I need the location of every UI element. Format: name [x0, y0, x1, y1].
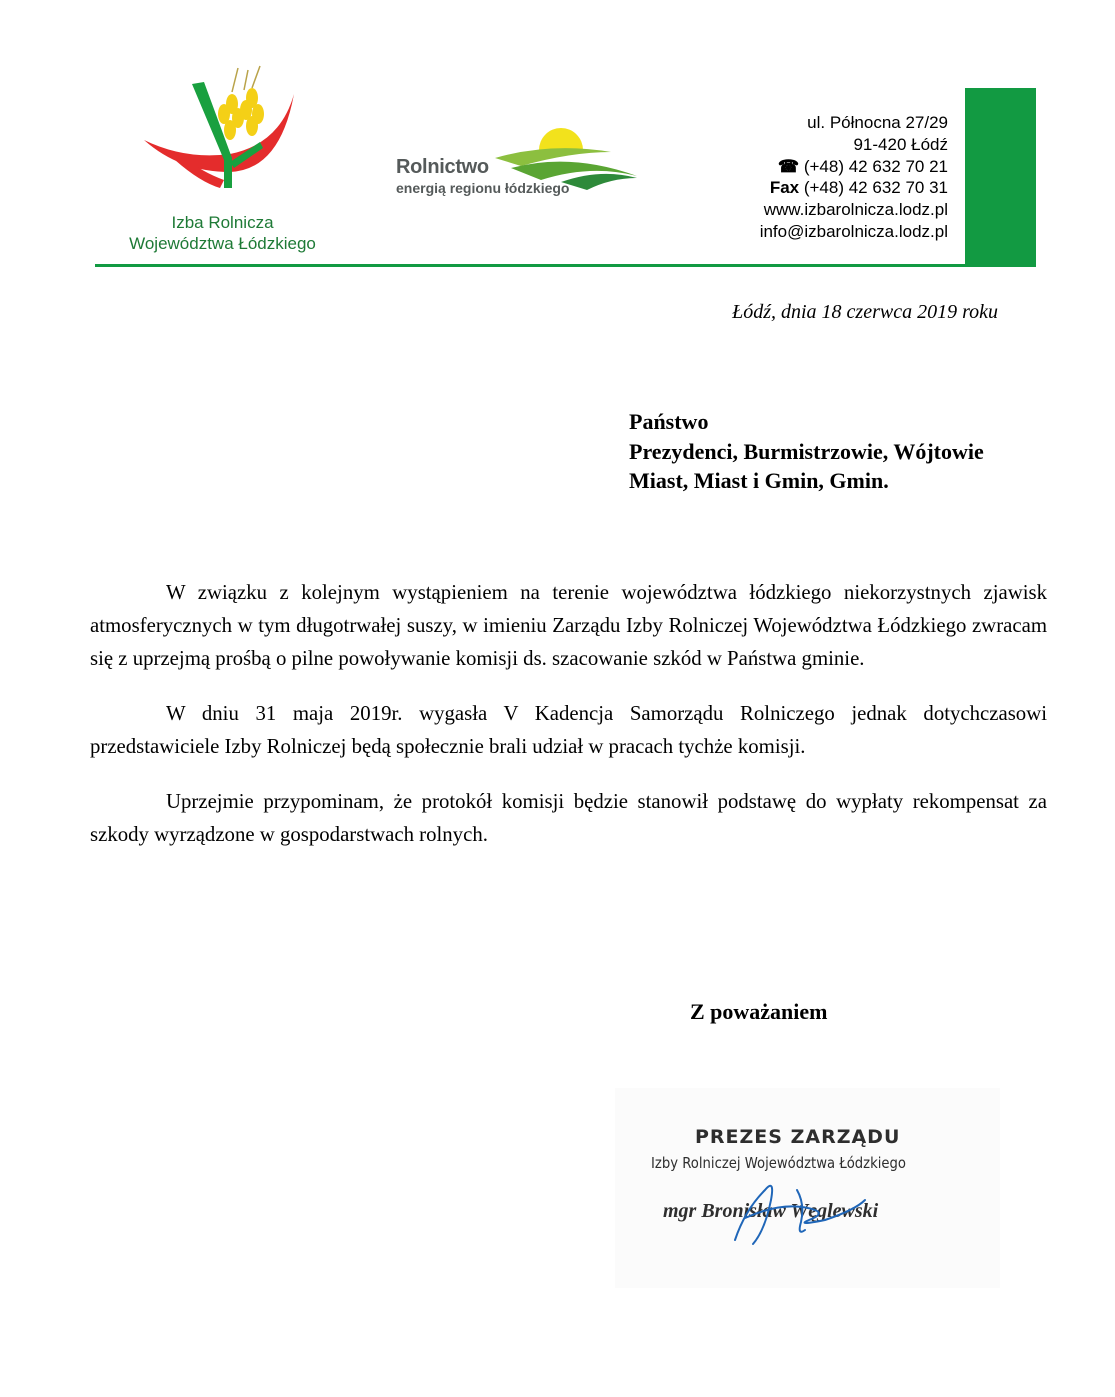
stamp-name: mgr Bronisław Węglewski: [663, 1200, 879, 1222]
partner-title: Rolnictwo: [396, 156, 489, 178]
phone-number: (+48) 42 632 70 21: [803, 156, 948, 176]
izba-rolnicza-logo: [110, 62, 335, 262]
contact-block: [760, 112, 948, 243]
letterhead-green-bar: [965, 88, 1036, 266]
recipient-block: [629, 407, 984, 496]
closing: Z poważaniem: [690, 999, 828, 1024]
recipient-line1: Państwo: [629, 409, 709, 434]
letter-body: [90, 576, 1047, 873]
address-line1: ul. Północna 27/29: [807, 113, 948, 132]
phone-icon: ☎: [777, 156, 800, 176]
address-line2: 91-420 Łódź: [853, 134, 948, 154]
logo-org-line2: Województwa Łódzkiego: [129, 234, 316, 253]
rolnictwo-logo: [396, 124, 646, 204]
wheat-crescent-icon: [140, 62, 310, 197]
email-link[interactable]: info@izbarolnicza.lodz.pl: [759, 221, 948, 241]
body-paragraph-1: W związku z kolejnym wystąpieniem na terenie województwa łódzkiego niekorzystnych zjawisk atmosferycznych w tym długotrwałej suszy, w imieniu Zarządu Izby Rolniczej Województwa Łódzkiego zwracam się z uprzejmą prośbą o pilne powoływanie komisji ds. szacowanie szkód w Państwa gminie.: [90, 581, 1047, 670]
body-paragraph-2: W dniu 31 maja 2019r. wygasła V Kadencja Samorządu Rolniczego jednak dotychczasowi przedstawiciele Izby Rolniczej będą społecznie brali udział w pracach tychże komisji.: [90, 702, 1047, 758]
website-link[interactable]: www.izbarolnicza.lodz.pl: [763, 200, 948, 220]
stamp-org: Izby Rolniczej Województwa Łódzkiego: [651, 1154, 907, 1172]
fax-line: [760, 177, 948, 199]
fax-number: (+48) 42 632 70 31: [803, 178, 948, 198]
signature-stamp: [615, 1088, 1000, 1288]
recipient-line3: Miast, Miast i Gmin, Gmin.: [629, 468, 889, 493]
recipient-line2: Prezydenci, Burmistrzowie, Wójtowie: [629, 438, 984, 464]
logo-org-line1: Izba Rolnicza: [171, 213, 274, 232]
stamp-title: PREZES ZARZĄDU: [695, 1126, 901, 1148]
letter-date: Łódź, dnia 18 czerwca 2019 roku: [732, 301, 998, 323]
letterhead-divider: [95, 264, 1036, 267]
handwritten-signature: [705, 1170, 875, 1250]
body-paragraph-3: Uprzejmie przypominam, że protokół komisji będzie stanowił podstawę do wypłaty rekompensat za szkody wyrządzone w gospodarstwach rolnych.: [90, 790, 1047, 846]
fax-label: Fax: [769, 178, 800, 198]
phone-line: [760, 156, 948, 178]
partner-subtitle: energią regionu łódzkiego: [396, 180, 570, 196]
